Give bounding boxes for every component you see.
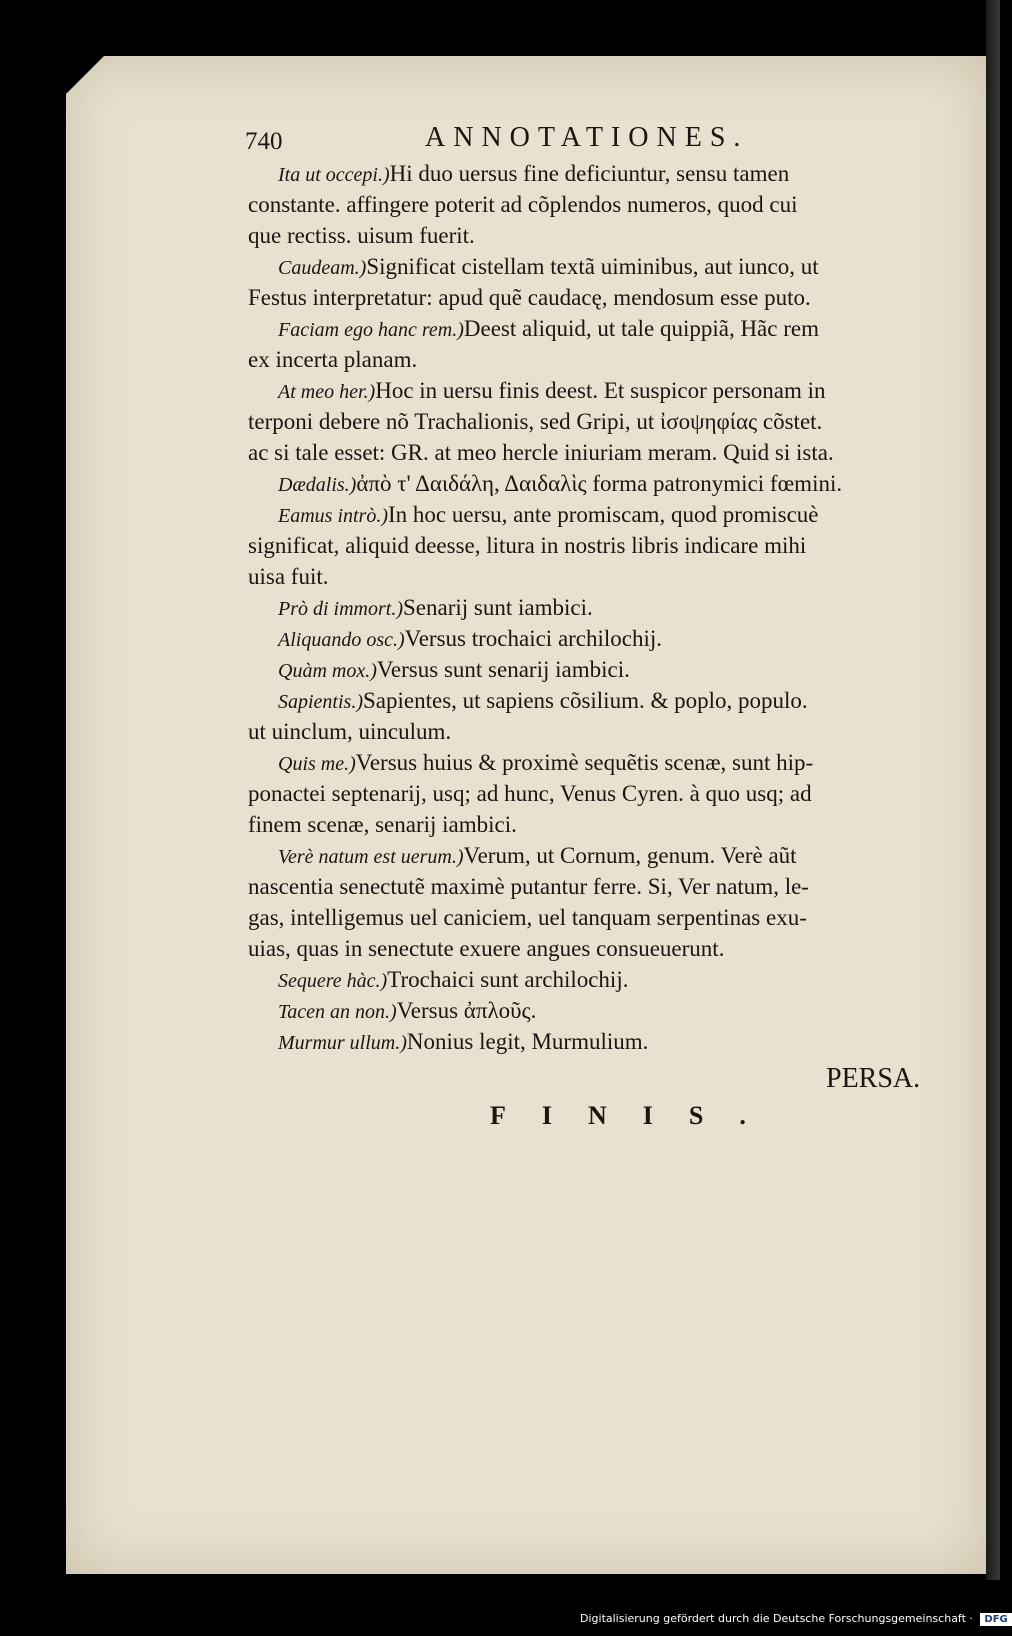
running-title: ANNOTATIONES. [425, 122, 749, 153]
text-line [248, 530, 948, 561]
annotation-text: que rectiss. uisum fuerit. [248, 223, 475, 248]
text-line [248, 964, 948, 995]
lemma: Sequere hàc.) [278, 970, 388, 992]
annotation-text: ex incerta planam. [248, 347, 418, 372]
annotation-text: nascentia senectutẽ maximè putantur ferre. Si, Ver natum, le- [248, 874, 809, 899]
catchword: PERSA. [826, 1063, 921, 1094]
annotation-text: finem scenæ, senarij iambici. [248, 812, 517, 837]
text-line [248, 375, 948, 406]
annotation-text: Hoc in uersu finis deest. Et suspicor personam in [375, 378, 826, 403]
text-line [248, 344, 948, 375]
annotation-text: ponactei septenarij, usq; ad hunc, Venus Cyren. à quo usq; ad [248, 781, 812, 806]
folio-number: 740 [245, 128, 283, 155]
text-line [248, 623, 948, 654]
dfg-logo: DFG [980, 1613, 1011, 1626]
lemma: Dædalis.) [278, 474, 357, 496]
annotation-text: ἀπὸ τ' Δαιδάλη, Δαιδαλὶς forma patronymici fœmini. [356, 471, 843, 496]
footer-credit [580, 1612, 1008, 1630]
annotation-text: significat, aliquid deesse, litura in nostris libris indicare mihi [248, 533, 807, 558]
text-line [248, 251, 948, 282]
text-line [248, 561, 948, 592]
annotations-text [248, 158, 948, 1057]
annotation-text: Sapientes, ut sapiens cõsilium. & poplo, populo. [363, 688, 808, 713]
page-header [245, 120, 805, 160]
text-line [248, 406, 948, 437]
annotation-text: gas, intelligemus uel caniciem, uel tanquam serpentinas exu- [248, 905, 807, 930]
text-line [248, 282, 948, 313]
annotation-text: ac si tale esset: GR. at meo hercle iniuriam meram. Quid si ista. [248, 440, 834, 465]
text-line [248, 220, 948, 251]
lemma: Murmur ullum.) [278, 1032, 407, 1054]
text-line [248, 685, 948, 716]
lemma: Eamus intrò.) [278, 505, 388, 527]
annotation-text: Versus trochaici archilochij. [404, 626, 663, 651]
text-line [248, 933, 948, 964]
footer-text: Digitalisierung gefördert durch die Deutsche Forschungsgemeinschaft · [580, 1612, 973, 1625]
text-line [248, 654, 948, 685]
text-line [248, 437, 948, 468]
annotation-text: uias, quas in senectute exuere angues consueuerunt. [248, 936, 725, 961]
annotation-text: ut uinclum, uinculum. [248, 719, 452, 744]
lemma: Sapientis.) [278, 691, 363, 713]
annotation-text: Versus ἀπλοῦς. [396, 998, 537, 1023]
lemma: At meo her.) [278, 381, 376, 403]
lemma: Caudeam.) [278, 257, 367, 279]
annotation-text: terponi debere nõ Trachalionis, sed Gripi, ut ἰσοψηφίας cõstet. [248, 409, 823, 434]
annotation-text: Senarij sunt iambici. [403, 595, 593, 620]
text-line [248, 871, 948, 902]
text-line [248, 313, 948, 344]
lemma: Faciam ego hanc rem.) [278, 319, 464, 341]
page-edge [986, 0, 1000, 1580]
annotation-text: Versus sunt senarij iambici. [376, 657, 630, 682]
text-line [248, 778, 948, 809]
text-line [248, 747, 948, 778]
text-line [248, 809, 948, 840]
text-line [248, 189, 948, 220]
finis-mark: FINIS. [490, 1101, 782, 1130]
text-line [248, 468, 948, 499]
lemma: Verè natum est uerum.) [278, 846, 464, 868]
text-line [248, 995, 948, 1026]
annotation-text: Nonius legit, Murmulium. [406, 1029, 649, 1054]
folded-corner [66, 56, 104, 94]
text-line [248, 1026, 948, 1057]
text-line [248, 840, 948, 871]
annotation-text: uisa fuit. [248, 564, 329, 589]
text-line [248, 716, 948, 747]
lemma: Quis me.) [278, 753, 356, 775]
lemma: Quàm mox.) [278, 660, 377, 682]
lemma: Aliquando osc.) [278, 629, 405, 651]
text-line [248, 499, 948, 530]
lemma: Ita ut occepi.) [278, 164, 390, 186]
annotation-text: Verum, ut Cornum, genum. Verè aũt [463, 843, 797, 868]
lemma: Tacen an non.) [278, 1001, 397, 1023]
annotation-text: Hi duo uersus fine deficiuntur, sensu tamen [389, 161, 790, 186]
annotation-text: Festus interpretatur: apud quẽ caudacę, mendosum esse puto. [248, 285, 811, 310]
text-line [248, 592, 948, 623]
annotation-text: constante. affingere poterit ad cõplendos numeros, quod cui [248, 192, 798, 217]
annotation-text: Deest aliquid, ut tale quippiã, Hãc rem [463, 316, 819, 341]
text-line [248, 158, 948, 189]
annotation-text: In hoc uersu, ante promiscam, quod promiscuè [388, 502, 819, 527]
annotation-text: Versus huius & proximè sequẽtis scenæ, sunt hip- [355, 750, 814, 775]
text-line [248, 902, 948, 933]
annotation-text: Significat cistellam textã uiminibus, aut iunco, ut [366, 254, 819, 279]
lemma: Prò di immort.) [278, 598, 403, 620]
annotation-text: Trochaici sunt archilochij. [387, 967, 629, 992]
